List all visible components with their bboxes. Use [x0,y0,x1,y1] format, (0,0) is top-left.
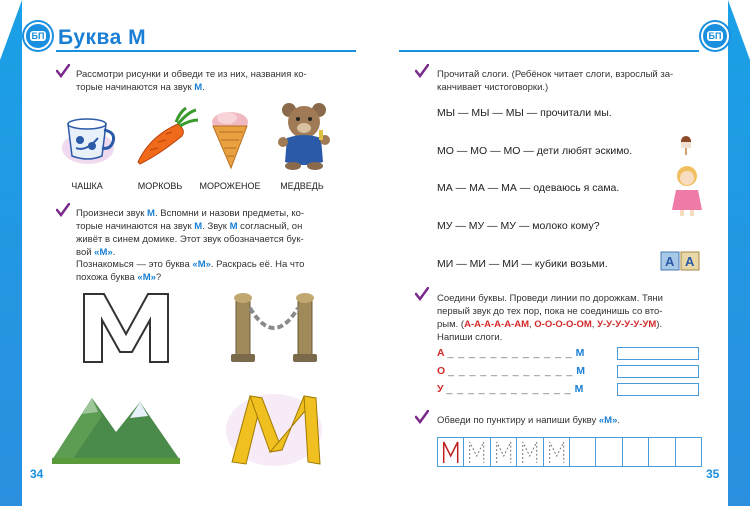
chain-posts-picture[interactable] [228,288,320,368]
left-blue-band [0,0,22,506]
task1-text: Рассмотри рисунки и обведи те из них, названия ко- торые начинаются на звук М. [76,69,307,93]
girl-icon [670,164,704,216]
bp-badge-text: БП [708,31,722,41]
connect-row-u[interactable]: У _ _ _ _ _ _ _ _ _ _ _ _ М [437,383,584,395]
trace-cell[interactable] [596,438,622,466]
page-number-right: 35 [706,467,720,481]
cup-picture[interactable] [58,108,120,170]
syllable-line: МУ — МУ — МУ — молоко кому? [437,220,600,232]
bp-badge-right [701,22,729,50]
trace-cell[interactable] [438,438,464,466]
syllable-line: МА — МА — МА — одеваюсь я сама. [437,182,620,194]
connect-task-text: Соедини буквы. Проведи линии по дорожкам. Тяни первый звук до тех пор, пока не соединишь со вто- рым. (А-А-А-А-А-АМ, О-О-О-О-ОМ, У-У-У-У-У-УМ). Напиши слоги. [437,293,663,343]
trace-letter-dashed [544,438,569,466]
bear-picture[interactable] [275,100,335,172]
right-band-corner [728,0,750,60]
trace-cell[interactable] [544,438,570,466]
connect-row-a[interactable]: А _ _ _ _ _ _ _ _ _ _ _ _ М [437,347,585,359]
syllable-write-box[interactable] [617,347,699,360]
svg-text:А: А [665,254,675,269]
trace-letter-dashed [491,438,516,466]
trace-letter-dashed [517,438,542,466]
blocks-icon [660,248,702,272]
bp-badge-text: БП [31,31,45,41]
trace-cell[interactable] [517,438,543,466]
title-underline [56,50,356,52]
checkmark-icon [415,64,429,78]
bp-badge-left [24,22,52,50]
checkmark-icon [415,287,429,301]
trace-cell[interactable] [464,438,490,466]
read-task-text: Прочитай слоги. (Ребёнок читает слоги, взрослый за- канчивает чистоговорки.) [437,69,674,93]
trace-task-text: Обведи по пунктиру и напиши букву «М». [437,415,621,426]
right-blue-band [728,0,750,506]
task2-text-b: Познакомься — это буква «М». Раскрась её. На что похожа буква «М»? [76,259,305,283]
page-number-left: 34 [30,467,44,481]
trace-letter-dashed [464,438,489,466]
trace-cell[interactable] [623,438,649,466]
checkmark-icon [415,410,429,424]
syllable-write-box[interactable] [617,383,699,396]
page-title: Буква М [58,26,147,49]
left-band-corner [0,0,22,60]
checkmark-icon [56,203,70,217]
syllable-line: МЫ — МЫ — МЫ — прочитали мы. [437,107,612,119]
carrot-label: МОРКОВЬ [137,181,183,191]
ice-cream-picture[interactable] [205,108,255,170]
eskimo-icon [676,134,696,156]
connect-row-o[interactable]: О _ _ _ _ _ _ _ _ _ _ _ _ М [437,365,585,377]
svg-text:А: А [685,254,695,269]
rulers-picture[interactable] [224,390,326,470]
syllable-write-box[interactable] [617,365,699,378]
carrot-picture[interactable] [130,106,200,168]
trace-cell[interactable] [649,438,675,466]
checkmark-icon [56,64,70,78]
ice-cream-label: МОРОЖЕНОЕ [199,181,261,191]
outline-letter-m[interactable] [80,290,172,366]
syllable-line: МО — МО — МО — дети любят эскимо. [437,145,633,157]
trace-grid[interactable] [437,437,702,467]
bear-label: МЕДВЕДЬ [280,181,324,191]
trace-letter-solid [438,438,463,466]
cup-label: ЧАШКА [71,181,103,191]
trace-cell[interactable] [676,438,701,466]
trace-cell[interactable] [491,438,517,466]
mountains-picture[interactable] [52,388,180,464]
task2-text: Произнеси звук М. Вспомни и назови предметы, ко- торые начинаются на звук М. Звук М согласный, он живёт в синем домике. Этот звук обозначается бук- вой «М». [76,208,305,258]
title-underline-right [399,50,699,52]
syllable-line: МИ — МИ — МИ — кубики возьми. [437,258,608,270]
trace-cell[interactable] [570,438,596,466]
